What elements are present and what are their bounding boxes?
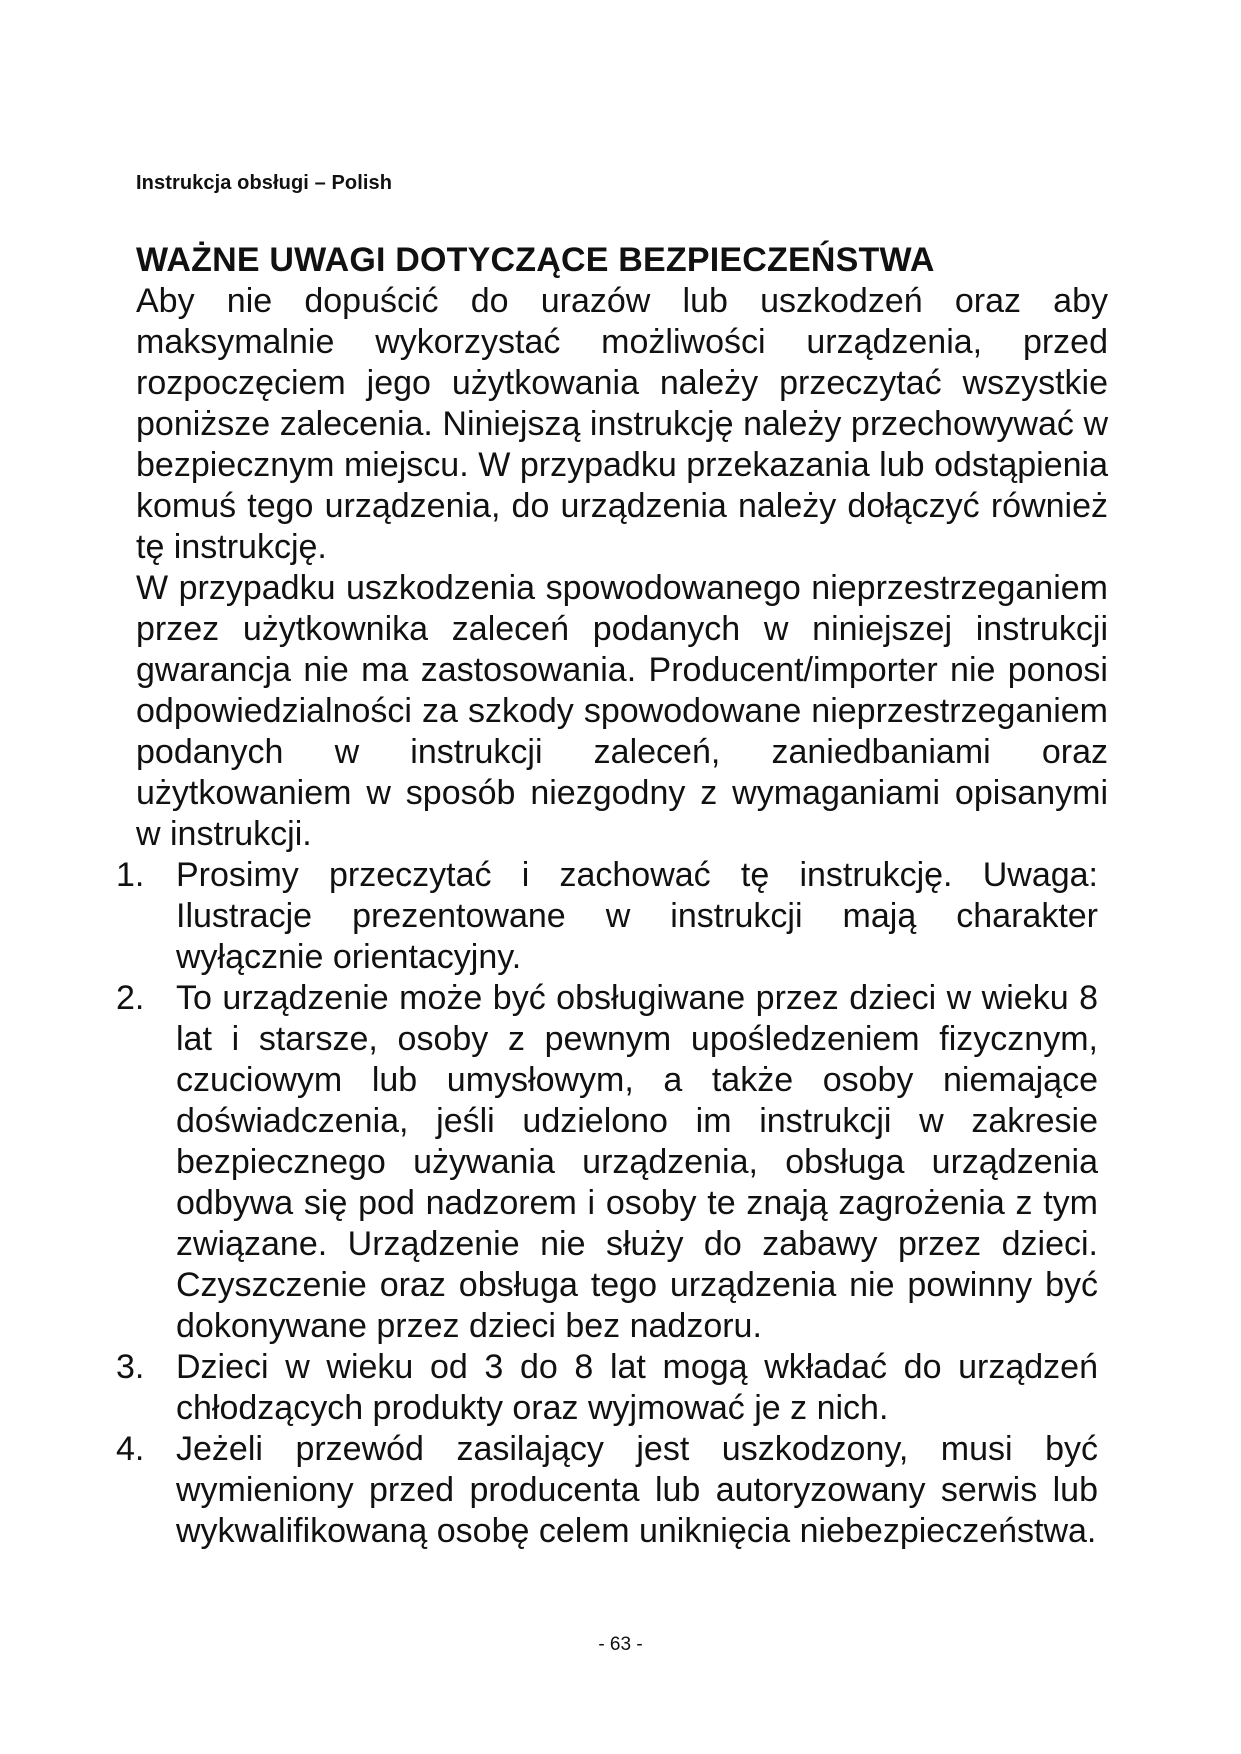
list-item	[116, 1429, 1108, 1552]
list-item-text: Prosimy przeczytać i zachować tę instrukcję. Uwaga: Ilustracje prezentowane w instrukcji mają charakter wyłącznie orientacyjny.	[176, 856, 1098, 976]
list-item-text: Dzieci w wieku od 3 do 8 lat mogą wkładać do urządzeń chłodzących produkty oraz wyjmować je z nich.	[176, 1348, 1098, 1427]
list-item-number: 1.	[116, 856, 145, 894]
page-header: Instrukcja obsługi – Polish	[136, 172, 393, 194]
list-item-number: 4.	[116, 1430, 145, 1468]
list-item-text: Jeżeli przewód zasilający jest uszkodzony, musi być wymieniony przed producenta lub autoryzowany serwis lub wykwalifikowaną osobę celem uniknięcia niebezpieczeństwa.	[176, 1430, 1098, 1550]
list-item	[116, 1347, 1108, 1429]
intro-paragraph: Aby nie dopuścić do urazów lub uszkodzeń oraz aby maksymalnie wykorzystać możliwości urządzenia, przed rozpoczęciem jego użytkowania należy przeczytać wszystkie poniższe zalecenia. Niniejszą instrukcję należy przechowywać w bezpiecznym miejscu. W przypadku przekazania lub odstąpienia komuś tego urządzenia, do urządzenia należy dołączyć również tę instrukcję.	[136, 282, 1108, 566]
safety-section	[116, 240, 1108, 1552]
list-item-number: 3.	[116, 1348, 145, 1386]
list-item-number: 2.	[116, 979, 145, 1017]
list-item	[116, 978, 1108, 1347]
page-number: - 63 -	[598, 1634, 643, 1655]
warranty-paragraph: W przypadku uszkodzenia spowodowanego nieprzestrzeganiem przez użytkownika zaleceń podanych w niniejszej instrukcji gwarancja nie ma zastosowania. Producent/importer nie ponosi odpowiedzialności za szkody spowodowane nieprzestrzeganiem podanych w instrukcji zaleceń, zaniedbaniami oraz użytkowaniem w sposób niezgodny z wymaganiami opisanymi w instrukcji.	[136, 569, 1108, 853]
list-item-text: To urządzenie może być obsługiwane przez dzieci w wieku 8 lat i starsze, osoby z pewnym upośledzeniem fizycznym, czuciowym lub umysłowym, a także osoby niemające doświadczenia, jeśli udzielono im instrukcji w zakresie bezpiecznego używania urządzenia, obsługa urządzenia odbywa się pod nadzorem i osoby te znają zagrożenia z tym związane. Urządzenie nie służy do zabawy przez dzieci. Czyszczenie oraz obsługa tego urządzenia nie powinny być dokonywane przez dzieci bez nadzoru.	[176, 979, 1098, 1345]
list-item	[116, 855, 1108, 978]
safety-list	[116, 855, 1108, 1552]
section-title: WAŻNE UWAGI DOTYCZĄCE BEZPIECZEŃSTWA	[136, 241, 935, 279]
